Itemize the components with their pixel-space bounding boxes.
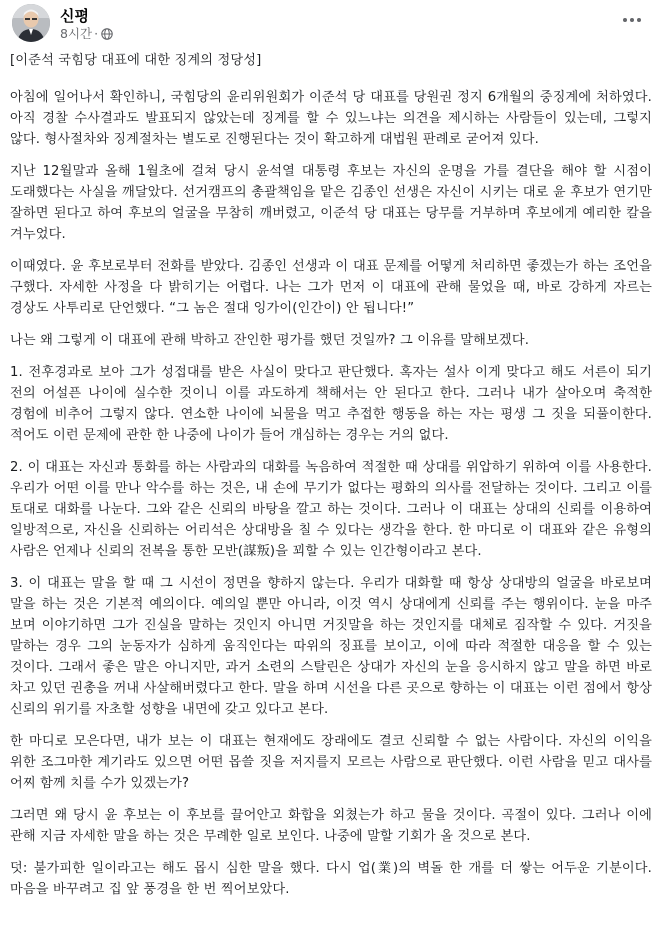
post-paragraph: 이때였다. 윤 후보로부터 전화를 받았다. 김종인 선생과 이 대표 문제를 어떻게 처리하면 좋겠는가 하는 조언을 구했다. 자세한 사정을 다 밝히기는 어렵다. 나는 그가 먼저 이 대표에 관해 물었을 때, 바로 강하게 자르는 경상도 사투리로 단언했다. “그 놈은 절대 잉가이(인간이) 안 됩니다!”	[10, 259, 652, 316]
post-paragraph: 1. 전후경과로 보아 그가 성접대를 받은 사실이 맞다고 판단했다. 혹자는 설사 이게 맞다고 해도 서른이 되기 전의 어설픈 나이에 실수한 것이니 이를 과도하게 책해서는 안 된다고 한다. 그러나 내가 살아오며 축적한 경험에 비추어 그렇지 않다. 연소한 나이에 뇌물을 먹고 추접한 행동을 하는 자는 평생 그 짓을 되풀이한다. 적어도 이런 문제에 관한 한 나중에 나이가 들어 개심하는 경우는 거의 없다.	[10, 365, 652, 443]
post-paragraph: 덧: 불가피한 일이라고는 해도 몹시 심한 말을 했다. 다시 업(業)의 벽돌 한 개를 더 쌓는 어두운 기분이다. 마음을 바꾸려고 집 앞 풍경을 한 번 찍어보았다.	[10, 861, 652, 897]
avatar[interactable]	[12, 4, 50, 42]
post-body	[10, 50, 652, 900]
post-paragraph: 그러면 왜 당시 윤 후보는 이 후보를 끌어안고 화합을 외쳤는가 하고 물을 것이다. 곡절이 있다. 그러나 이에 관해 지금 자세한 말을 하는 것은 무례한 일로 보인다. 나중에 말할 기회가 올 것으로 본다.	[10, 808, 652, 844]
meta-separator: ·	[94, 25, 99, 41]
post-paragraph: 2. 이 대표는 자신과 통화를 하는 사람과의 대화를 녹음하여 적절한 때 상대를 위압하기 위하여 이를 사용한다. 우리가 어떤 이를 만나 악수를 하는 것은, 내 손에 무기가 없다는 평화의 의사를 전달하는 것이다. 그리고 이를 토대로 대화를 나눈다. 그와 같은 신뢰의 바탕을 깔고 하는 것이다. 그러나 이 대표는 상대의 신뢰를 이용하여 일방적으로, 자신을 신뢰하는 어리석은 상대방을 칠 수 있다는 생각을 한다. 한 마디로 이 대표와 같은 유형의 사람은 언제나 신뢰의 전복을 통한 모반(謀叛)을 꾀할 수 있는 인간형이라고 본다.	[10, 460, 652, 559]
post-paragraph: 아침에 일어나서 확인하니, 국힘당의 윤리위원회가 이준석 당 대표를 당원권 정지 6개월의 중징계에 처하였다. 아직 경찰 수사결과도 발표되지 않았는데 징계를 할 수 있느냐는 의견을 제시하는 사람들이 있는데, 그렇지 않다. 형사절차와 징계절차는 별도로 진행된다는 것이 확고하게 대법원 판례로 굳어져 있다.	[10, 90, 652, 147]
post-meta	[60, 5, 113, 42]
post-title: [이준석 국힘당 대표에 대한 징계의 정당성]	[10, 53, 262, 68]
post-paragraph: 지난 12월말과 올해 1월초에 걸쳐 당시 윤석열 대통령 후보는 자신의 운명을 가를 결단을 해야 할 시점이 도래했다는 사실을 깨달았다. 선거캠프의 총괄책임을 맡은 김종인 선생은 자신이 시키는 대로 윤 후보가 연기만 잘하면 된다고 하여 후보의 얼굴을 무참히 깨버렸고, 이준석 당 대표는 당무를 거부하며 후보에게 예리한 칼을 겨누었다.	[10, 164, 652, 242]
post-paragraph: 나는 왜 그렇게 이 대표에 관해 박하고 잔인한 평가를 했던 것일까? 그 이유를 말해보겠다.	[10, 333, 530, 348]
post-timestamp[interactable]: 8시간	[60, 25, 93, 41]
avatar-photo-icon	[12, 4, 50, 42]
more-options-icon[interactable]	[618, 10, 646, 30]
post-paragraph: 한 마디로 모은다면, 내가 보는 이 대표는 현재에도 장래에도 결코 신뢰할 수 없는 사람이다. 자신의 이익을 위한 조그마한 계기라도 있으면 어떤 몹쓸 짓을 저지를지 모르는 사람으로 판단했다. 이런 사람을 믿고 대사를 어찌 함께 치를 수가 있겠는가?	[10, 734, 652, 791]
post-subline	[60, 26, 113, 42]
post-header	[10, 0, 652, 46]
post-paragraph: 3. 이 대표는 말을 할 때 그 시선이 정면을 향하지 않는다. 우리가 대화할 때 항상 상대방의 얼굴을 바로보며 말을 하는 것은 기본적 예의이다. 예의일 뿐만 아니라, 이것 역시 상대에게 신뢰를 주는 행위이다. 눈을 마주 보며 이야기하면 그가 진실을 말하는 것인지 아니면 거짓말을 하는 것인지를 대체로 짐작할 수 있다. 거짓을 말하는 경우 그의 눈동자가 심하게 움직인다는 따위의 징표를 보이고, 이에 따라 적절한 대응을 할 수 있는 것이다. 그래서 좋은 말은 아니지만, 과거 소련의 스탈린은 상대가 자신의 눈을 응시하지 않고 말을 하면 바로 차고 있던 권총을 꺼내 사살해버렸다고 한다. 말을 하며 시선을 다른 곳으로 향하는 이 대표는 이런 점에서 항상 신뢰의 위기를 자초할 성향을 내면에 갖고 있다고 본다.	[10, 576, 652, 717]
author-name[interactable]: 신평	[60, 6, 89, 25]
globe-icon[interactable]	[101, 28, 113, 40]
